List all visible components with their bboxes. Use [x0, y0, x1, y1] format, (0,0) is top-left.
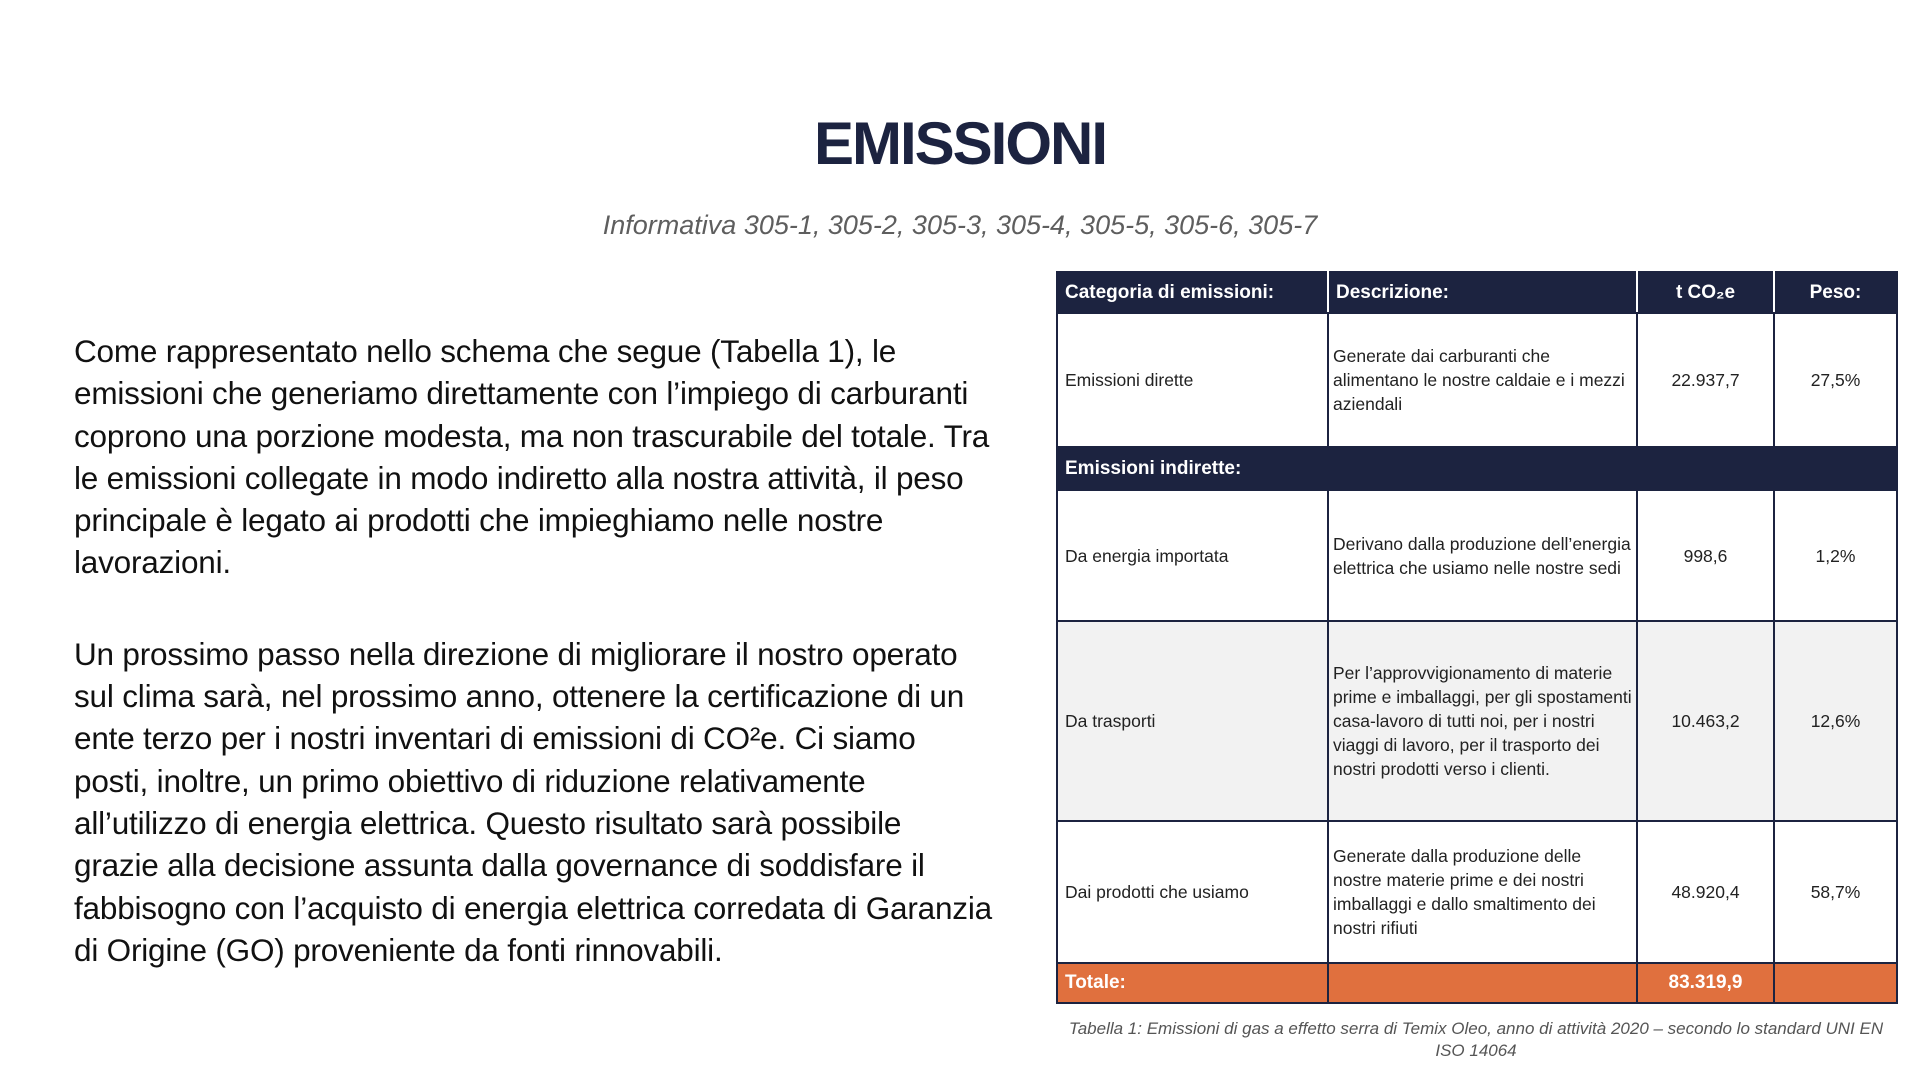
header-description: Descrizione:	[1328, 272, 1637, 313]
table-row	[1057, 490, 1897, 621]
cell-tco2e: 10.463,2	[1637, 621, 1774, 821]
cell-description: Generate dalla produzione delle nostre materie prime e dei nostri imballaggi e dallo smaltimento dei nostri rifiuti	[1328, 821, 1637, 963]
table-row	[1057, 621, 1897, 821]
table-section-indirect	[1057, 447, 1897, 490]
cell-description: Generate dai carburanti che alimentano le nostre caldaie e i mezzi aziendali	[1328, 313, 1637, 447]
table-row	[1057, 821, 1897, 963]
page-title: EMISSIONI	[813, 110, 1107, 177]
total-tco2e: 83.319,9	[1637, 963, 1774, 1003]
header-category: Categoria di emissioni:	[1057, 272, 1328, 313]
paragraph-1: Come rappresentato nello schema che segue (Tabella 1), le emissioni che generiamo direttamente con l’impiego di carburanti coprono una porzione modesta, ma non trascurabile del totale. Tra le emissioni collegate in modo indiretto alla nostra attività, il peso principale è legato ai prodotti che impieghiamo nelle nostre lavorazioni.	[74, 333, 990, 581]
total-empty-weight	[1774, 963, 1897, 1003]
cell-weight: 12,6%	[1774, 621, 1897, 821]
cell-description: Per l’approvvigionamento di materie prime e imballaggi, per gli spostamenti casa-lavoro di tutti noi, per i nostri viaggi di lavoro, per il trasporto dei nostri prodotti verso i clienti.	[1328, 621, 1637, 821]
cell-category: Da trasporti	[1057, 621, 1328, 821]
section-label: Emissioni indirette:	[1057, 447, 1897, 490]
total-label: Totale:	[1057, 963, 1328, 1003]
cell-description: Derivano dalla produzione dell’energia elettrica che usiamo nelle nostre sedi	[1328, 490, 1637, 621]
cell-category: Da energia importata	[1057, 490, 1328, 621]
cell-category: Emissioni dirette	[1057, 313, 1328, 447]
cell-weight: 1,2%	[1774, 490, 1897, 621]
cell-weight: 58,7%	[1774, 821, 1897, 963]
table-row-total	[1057, 963, 1897, 1003]
cell-weight: 27,5%	[1774, 313, 1897, 447]
header-weight: Peso:	[1774, 272, 1897, 313]
emissions-table	[1056, 271, 1898, 1004]
table-header-row	[1057, 272, 1897, 313]
total-empty-description	[1328, 963, 1637, 1003]
body-text	[74, 330, 994, 971]
header-tco2e: t CO₂e	[1637, 272, 1774, 313]
cell-tco2e: 22.937,7	[1637, 313, 1774, 447]
page-subtitle: Informativa 305-1, 305-2, 305-3, 305-4, 305-5, 305-6, 305-7	[602, 210, 1318, 240]
table-caption: Tabella 1: Emissioni di gas a effetto serra di Temix Oleo, anno di attività 2020 – secondo lo standard UNI EN ISO 14064	[1068, 1019, 1884, 1060]
cell-category: Dai prodotti che usiamo	[1057, 821, 1328, 963]
cell-tco2e: 48.920,4	[1637, 821, 1774, 963]
paragraph-2: Un prossimo passo nella direzione di migliorare il nostro operato sul clima sarà, nel prossimo anno, ottenere la certificazione di un ente terzo per i nostri inventari di emissioni di CO²e. Ci siamo posti, inoltre, un primo obiettivo di riduzione relativamente all’utilizzo di energia elettrica. Questo risultato sarà possibile grazie alla decisione assunta dalla governance di soddisfare il fabbisogno con l’acquisto di energia elettrica corredata di Garanzia di Origine (GO) proveniente da fonti rinnovabili.	[74, 635, 992, 968]
table-row-direct	[1057, 313, 1897, 447]
cell-tco2e: 998,6	[1637, 490, 1774, 621]
